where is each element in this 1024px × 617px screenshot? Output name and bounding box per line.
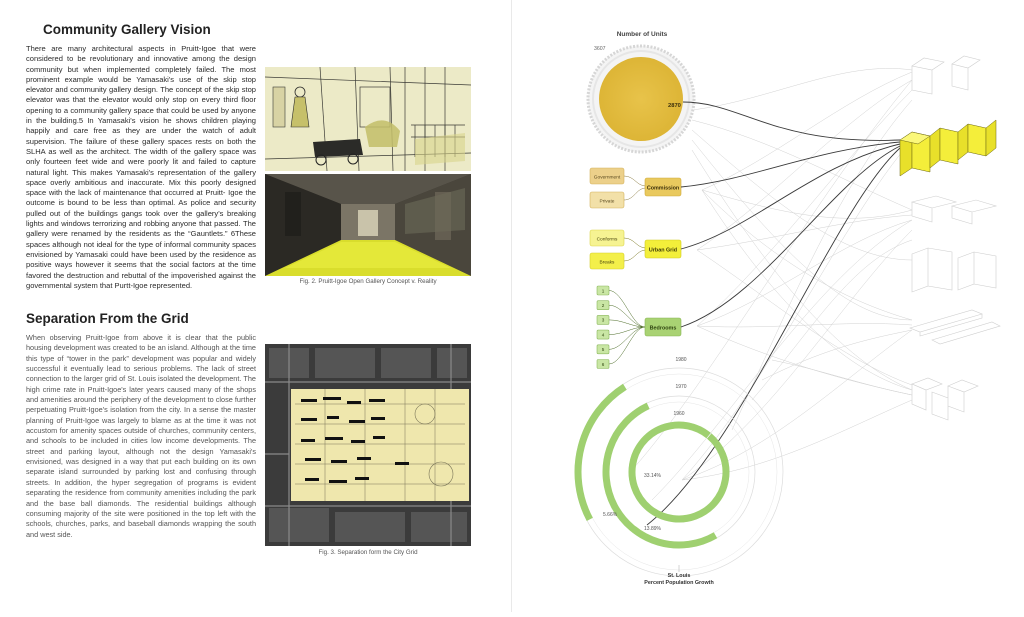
ring-1970-percent: 13.89% (644, 526, 661, 532)
bedroom-input-label: 2 (601, 303, 605, 308)
bedroom-input-label: 4 (601, 332, 605, 338)
ring-1980-percent: 5.66% (603, 512, 618, 518)
growth-title-line2: Percent Population Growth (644, 580, 714, 586)
growth-rings (575, 357, 783, 576)
bedroom-link (609, 327, 645, 364)
building-massing-highlighted (900, 120, 996, 176)
bedroom-input-label: 1 (601, 288, 605, 294)
section-title-grid: Separation From the Grid (26, 311, 189, 326)
gallery-reality-photo-drawing (265, 174, 471, 276)
ring-1960-year: 1960 (673, 411, 685, 417)
arc-1960 (632, 425, 726, 519)
primary-links (647, 102, 900, 525)
bedroom-input-label: 5 (601, 347, 605, 353)
right-page (512, 0, 1024, 612)
bedroom-inputs (597, 286, 645, 369)
units-inner-value: 2870 (668, 103, 681, 109)
input-government-label: Government (593, 175, 621, 181)
input-breaks-label: Breaks (599, 260, 615, 266)
aerial-site-map (265, 344, 471, 546)
units-inner-circle (599, 57, 683, 141)
figure-2-caption: Fig. 2. Pruitt-Igoe Open Gallery Concept v. Reality (299, 278, 437, 285)
infographic (512, 0, 1024, 612)
gallery-concept-sketch-drawing (265, 67, 471, 171)
node-commission-label: Commission (646, 185, 680, 192)
growth-title-line1: St. Louis (667, 573, 691, 579)
left-page (0, 0, 512, 612)
aerial-site-map-drawing (265, 344, 471, 546)
bedroom-input-label: 3 (601, 317, 605, 323)
section-title-gallery: Community Gallery Vision (43, 22, 211, 37)
input-conforms-label: Conforms (596, 237, 618, 243)
ring-1980-year: 1980 (675, 357, 687, 363)
ring-1970-year: 1970 (675, 384, 687, 390)
ring-1960-percent: 33.14% (644, 473, 661, 479)
building-massing-ghosts (910, 56, 1000, 420)
input-private-label: Private (599, 199, 615, 205)
bedroom-link (609, 291, 645, 328)
arc-1980 (578, 387, 625, 520)
node-urban-grid-label: Urban Grid (648, 247, 678, 254)
bedroom-input-label: 6 (601, 361, 605, 367)
units-title: Number of Units (616, 31, 668, 38)
figure-3-caption: Fig. 3. Separation form the City Grid (318, 549, 418, 556)
gallery-reality-photo (265, 174, 471, 276)
section-body-gallery: There are many architectural aspects in Pruitt-Igoe that were considered to be revolutionary and innovative among the design community but when implemented completely failed. The most prominent example would be Yamasaki's use of the skip stop elevator and community gallery design. The concept of the skip stop elevator was that the elevator would only stop on every third floor opening to a community gallery space that could be used by anyone in the building.5 In Yamasaki's vision he shows children playing happily and care free as they are under the watch of adult supervision. The failure of these gallery spaces rests on both the SLHA as well as the architect. The width of the gallery space was only fourteen feet wide and were poorly lit and failed to capture natural light. This makes Yamasaki's representation of the gallery space overly ambitious and inaccurate. Mix this poorly designed space with the lack of maintenance that occurred at Pruitt- Igoe the outcome is bound to be less than optimal. As police and security pulled out of the buildings gangs took over the gallery's breaking lights and windows terrorizing and robbing anyone that passed. The gallery were renamed by the residents as the “Gauntlets.” 6These spaces although not ideal for the type of informal community spaces envisioned by Yamasaki could have been used by the residence as positive ways however it seems that the social factors at the time favored the destruction and rebuttal of the impoverished against the governmental system that Purtt-Igoe represented. (26, 44, 256, 290)
node-bedrooms-label: Bedrooms (649, 325, 677, 332)
section-body-grid: When observing Pruitt-Igoe from above it is clear that the public housing development was created to be an island. Although at the time this type of “tower in the park” development was popular and widely successful it eventually lead to serious problems. The lack of street connection to the larger grid of St. Louis isolated the development. The high crime rate in Pruitt-Igoe's later years caused many of the shops and amenities around the periphery of the development to close further perpetuating Pruitt-Igoe's isolation from the city. In a sense the master planning of Pruitt-Igoe was largely to blame as at the time it was not accustom for amenity spaces outside of churches, community centers, and schools to be included in cities low income developments. The street and parking layout, although not the design Yamasaki's envisioned, was designed in a way that put each building on its own separate island surrounded by parking lost and confusing through streets. In addition, the hyper segregation of programs is evident separating the residence from community amenities including the park and the base ball diamonds. The residential buildings although consuming majority of the site were positioned in the top left with the schools, churches, parks, and baseball diamonds wrapping the south and west side. (26, 333, 256, 539)
units-outer-value: 3607 (594, 46, 606, 52)
gallery-concept-sketch (265, 67, 471, 171)
